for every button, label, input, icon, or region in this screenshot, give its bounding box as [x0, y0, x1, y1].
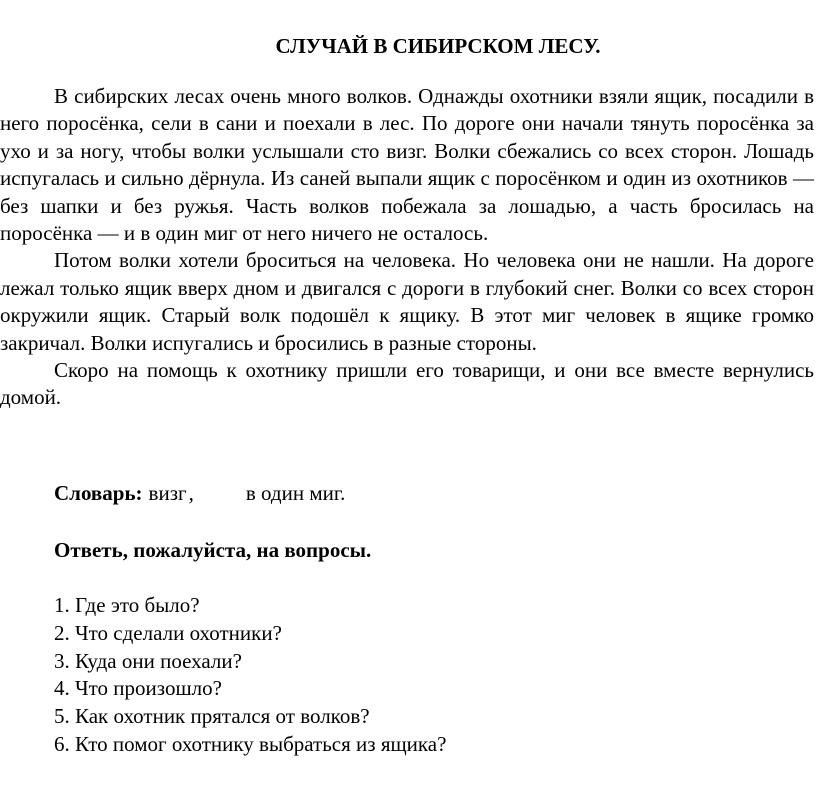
- vocabulary-line: [54, 479, 345, 507]
- vocabulary-label: Словарь:: [54, 481, 143, 505]
- paragraph-1: В сибирских лесах очень много волков. Однажды охотники взяли ящик, посадили в него поросёнка, сели в сани и поехали в лес. По дороге они начали тянуть поросёнка за ухо и за ногу, чтобы волки услышали сто визг. Волки сбежались со всех сторон. Лошадь испугалась и сильно дёрнула. Из саней выпали ящик с поросёнком и один из охотников — без шапки и без ружья. Часть волков побежала за лошадью, а часть бросилась на поросёнка — и в один миг от него ничего не осталось.: [0, 84, 814, 246]
- question-item: 4. Что произошло?: [54, 676, 222, 701]
- questions-title: Ответь, пожалуйста, на вопросы.: [54, 538, 372, 562]
- vocabulary-word-1: визг: [148, 481, 187, 505]
- story-text: [0, 83, 814, 412]
- question-item: 3. Куда они поехали?: [54, 648, 242, 673]
- question-item: 6. Кто помог охотнику выбраться из ящика?: [54, 731, 447, 756]
- paragraph-2: Потом волки хотели броситься на человека. Но человека они не нашли. На дороге лежал только ящик вверх дном и двигался с дороги в глубокий снег. Волки со всех сторон окружили ящик. Старый волк подошёл к ящику. В этот миг человек в ящике громко закричал. Волки испугались и бросились в разные стороны.: [0, 248, 814, 355]
- document-title: СЛУЧАЙ В СИБИРСКОМ ЛЕСУ.: [275, 34, 601, 58]
- paragraph-3: Скоро на помощь к охотнику пришли его товарищи, и они все вместе вернулись домой.: [0, 358, 814, 410]
- vocabulary-separator: ,: [188, 481, 194, 505]
- vocabulary-word-2: в один миг.: [245, 481, 346, 505]
- question-item: 2. Что сделали охотники?: [54, 620, 282, 645]
- questions-list: [54, 592, 446, 759]
- question-item: 5. Как охотник прятался от волков?: [54, 704, 370, 729]
- question-item: 1. Где это было?: [54, 593, 200, 617]
